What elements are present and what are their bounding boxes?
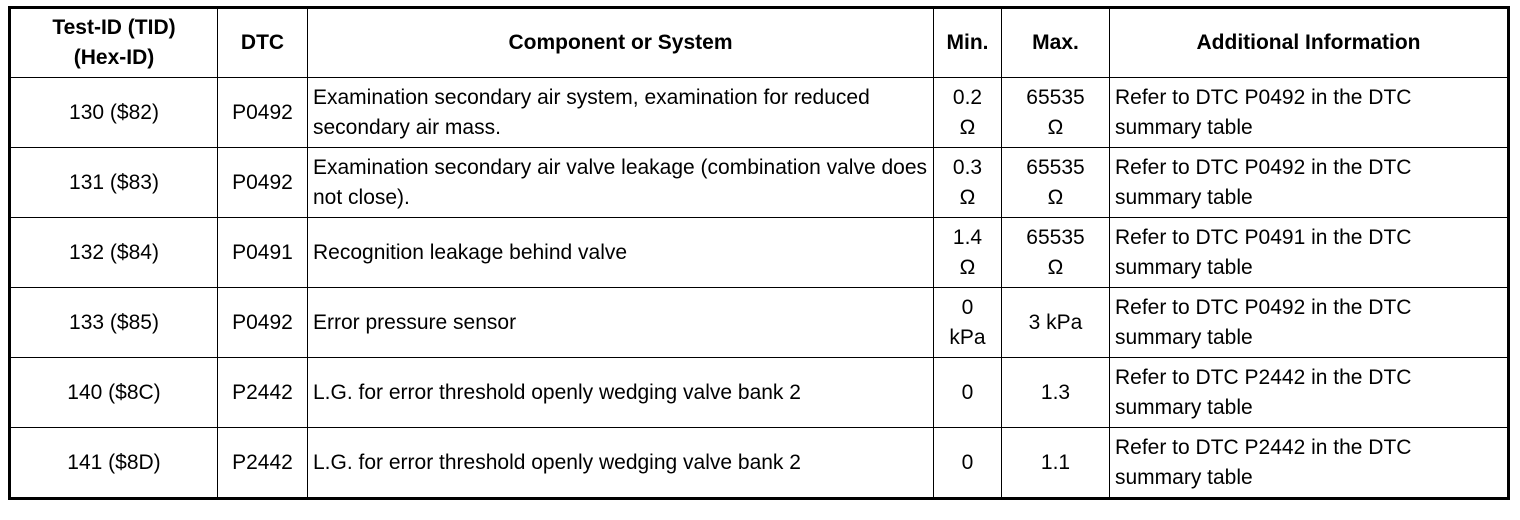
table-row — [10, 148, 1509, 218]
min-unit: kPa — [949, 325, 986, 349]
info-line1: Refer to DTC P0491 in the DTC — [1115, 225, 1412, 249]
info-line1: Refer to DTC P2442 in the DTC — [1115, 365, 1412, 389]
cell-additional-info — [1110, 358, 1509, 428]
max-value: 65535 — [1026, 155, 1085, 179]
cell-dtc: P2442 — [218, 428, 308, 499]
cell-test-id: 141 ($8D) — [10, 428, 218, 499]
cell-max — [1002, 288, 1110, 358]
cell-max — [1002, 428, 1110, 499]
max-unit: Ω — [1047, 185, 1064, 209]
cell-test-id: 133 ($85) — [10, 288, 218, 358]
cell-additional-info — [1110, 148, 1509, 218]
max-value: 1.3 — [1040, 380, 1071, 404]
max-value: 1.1 — [1040, 450, 1071, 474]
cell-dtc: P0492 — [218, 78, 308, 148]
table-row — [10, 358, 1509, 428]
info-line2: summary table — [1115, 465, 1253, 489]
min-value: 0 — [961, 380, 974, 404]
cell-dtc: P2442 — [218, 358, 308, 428]
cell-min — [934, 358, 1002, 428]
cell-component: L.G. for error threshold openly wedging valve bank 2 — [308, 358, 934, 428]
cell-test-id: 132 ($84) — [10, 218, 218, 288]
min-value: 0 — [961, 450, 974, 474]
min-value: 0.3 — [952, 155, 983, 179]
info-line2: summary table — [1115, 185, 1253, 209]
info-line2: summary table — [1115, 255, 1253, 279]
cell-component: L.G. for error threshold openly wedging valve bank 2 — [308, 428, 934, 499]
cell-min — [934, 218, 1002, 288]
table-row — [10, 218, 1509, 288]
cell-component: Error pressure sensor — [308, 288, 934, 358]
cell-test-id: 131 ($83) — [10, 148, 218, 218]
cell-min — [934, 288, 1002, 358]
cell-test-id: 130 ($82) — [10, 78, 218, 148]
header-dtc: DTC — [218, 8, 308, 78]
max-unit: Ω — [1047, 255, 1064, 279]
cell-component: Examination secondary air valve leakage (combination valve does not close). — [308, 148, 934, 218]
min-unit: Ω — [959, 115, 976, 139]
cell-additional-info — [1110, 218, 1509, 288]
header-test-id — [10, 8, 218, 78]
info-line2: summary table — [1115, 395, 1253, 419]
info-line1: Refer to DTC P2442 in the DTC — [1115, 435, 1412, 459]
max-value: 3 kPa — [1028, 310, 1083, 334]
table-row — [10, 78, 1509, 148]
min-value: 1.4 — [952, 225, 983, 249]
cell-test-id: 140 ($8C) — [10, 358, 218, 428]
info-line2: summary table — [1115, 325, 1253, 349]
max-value: 65535 — [1026, 85, 1085, 109]
cell-additional-info — [1110, 288, 1509, 358]
header-max: Max. — [1002, 8, 1110, 78]
min-value: 0 — [961, 295, 974, 319]
cell-dtc: P0491 — [218, 218, 308, 288]
cell-min — [934, 148, 1002, 218]
info-line1: Refer to DTC P0492 in the DTC — [1115, 295, 1412, 319]
table-header-row — [10, 8, 1509, 78]
header-additional-info: Additional Information — [1110, 8, 1509, 78]
min-unit: Ω — [959, 185, 976, 209]
table-row — [10, 428, 1509, 499]
min-value: 0.2 — [952, 85, 983, 109]
cell-min — [934, 78, 1002, 148]
cell-max — [1002, 218, 1110, 288]
cell-max — [1002, 78, 1110, 148]
cell-min — [934, 428, 1002, 499]
cell-additional-info — [1110, 78, 1509, 148]
cell-component: Examination secondary air system, examination for reduced secondary air mass. — [308, 78, 934, 148]
cell-dtc: P0492 — [218, 288, 308, 358]
info-line1: Refer to DTC P0492 in the DTC — [1115, 85, 1412, 109]
info-line2: summary table — [1115, 115, 1253, 139]
cell-max — [1002, 148, 1110, 218]
header-test-id-line2: (Hex-ID) — [73, 46, 155, 69]
header-component: Component or System — [308, 8, 934, 78]
cell-additional-info — [1110, 428, 1509, 499]
table-row — [10, 288, 1509, 358]
header-min: Min. — [934, 8, 1002, 78]
cell-dtc: P0492 — [218, 148, 308, 218]
min-unit: Ω — [959, 255, 976, 279]
max-value: 65535 — [1026, 225, 1085, 249]
max-unit: Ω — [1047, 115, 1064, 139]
dtc-table — [8, 6, 1510, 500]
info-line1: Refer to DTC P0492 in the DTC — [1115, 155, 1412, 179]
header-test-id-line1: Test-ID (TID) — [52, 16, 176, 39]
cell-component: Recognition leakage behind valve — [308, 218, 934, 288]
cell-max — [1002, 358, 1110, 428]
